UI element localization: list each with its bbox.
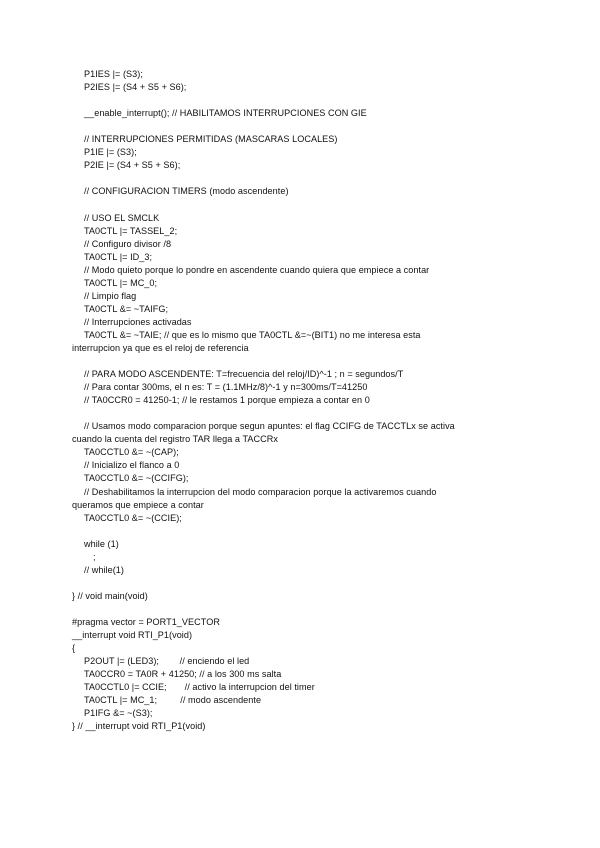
code-line: TA0CTL |= ID_3; [84, 251, 153, 262]
code-line: P2IES |= (S4 + S5 + S6); [84, 82, 187, 93]
code-line: TA0CCTL0 &= ~(CCIE); [84, 512, 182, 523]
blank-line [72, 603, 552, 616]
code-line: TA0CTL |= MC_0; [84, 277, 158, 288]
code-line: __enable_interrupt(); // HABILITAMOS INTERRUPCIONES CON GIE [84, 108, 367, 119]
blank-line [72, 120, 552, 133]
code-line: TA0CCTL0 &= ~(CAP); [84, 447, 179, 458]
code-line: queramos que empiece a contar [72, 499, 204, 510]
code-line: TA0CCR0 = TA0R + 41250; // a los 300 ms salta [84, 669, 282, 680]
code-line: P2IE |= (S4 + S5 + S6); [84, 160, 181, 171]
code-line: TA0CTL |= MC_1; // modo ascendente [84, 695, 262, 706]
code-line: P2OUT |= (LED3); // enciendo el led [84, 656, 250, 667]
blank-line [72, 577, 552, 590]
code-line: TA0CCTL0 &= ~(CCIFG); [84, 473, 189, 484]
blank-line [72, 198, 552, 211]
code-line: } // __interrupt void RTI_P1(void) [72, 721, 206, 732]
code-line: // Deshabilitamos la interrupcion del modo comparacion porque la activaremos cuando [84, 486, 437, 497]
code-line: // Usamos modo comparacion porque segun apuntes: el flag CCIFG de TACCTLx se activa [84, 421, 455, 432]
blank-line [72, 94, 552, 107]
code-line: P1IES |= (S3); [84, 69, 143, 79]
code-line: } // void main(void) [72, 590, 148, 601]
code-line: interrupcion ya que es el reloj de referencia [72, 342, 249, 353]
blank-line [72, 355, 552, 368]
code-line: // CONFIGURACION TIMERS (modo ascendente) [84, 186, 289, 197]
code-line: P1IE |= (S3); [84, 147, 137, 158]
code-line: TA0CTL &= ~TAIE; // que es lo mismo que TA0CTL &=~(BIT1) no me interesa esta [84, 329, 421, 340]
code-line: // INTERRUPCIONES PERMITIDAS (MASCARAS LOCALES) [84, 134, 338, 145]
code-line: // Para contar 300ms, el n es: T = (1.1MHz/8)^-1 y n=300ms/T=41250 [84, 382, 368, 393]
code-line: __interrupt void RTI_P1(void) [72, 630, 193, 641]
code-line: while (1) [84, 538, 119, 549]
code-line: // while(1) [84, 564, 124, 575]
code-line: // PARA MODO ASCENDENTE: T=frecuencia del reloj/ID)^-1 ; n = segundos/T [84, 369, 404, 380]
blank-line [72, 407, 552, 420]
code-line: // Limpio flag [84, 290, 137, 301]
code-line: #pragma vector = PORT1_VECTOR [72, 616, 220, 627]
code-listing [72, 68, 552, 733]
code-line: ; [93, 551, 96, 562]
code-line: TA0CTL |= TASSEL_2; [84, 225, 178, 236]
blank-line [72, 525, 552, 538]
code-line: TA0CTL &= ~TAIFG; [84, 303, 169, 314]
code-line: // TA0CCR0 = 41250-1; // le restamos 1 porque empieza a contar en 0 [84, 395, 370, 406]
code-line: // USO EL SMCLK [84, 212, 160, 223]
blank-line [72, 172, 552, 185]
code-line: { [72, 643, 76, 654]
code-line: // Interrupciones activadas [84, 316, 192, 327]
code-line: cuando la cuenta del registro TAR llega a TACCRx [72, 434, 278, 445]
code-line: // Inicializo el flanco a 0 [84, 460, 180, 471]
code-line: // Configuro divisor /8 [84, 238, 172, 249]
code-line: P1IFG &= ~(S3); [84, 708, 153, 719]
code-line: // Modo quieto porque lo pondre en ascendente cuando quiera que empiece a contar [84, 264, 430, 275]
code-line: TA0CCTL0 |= CCIE; // activo la interrupcion del timer [84, 682, 315, 693]
